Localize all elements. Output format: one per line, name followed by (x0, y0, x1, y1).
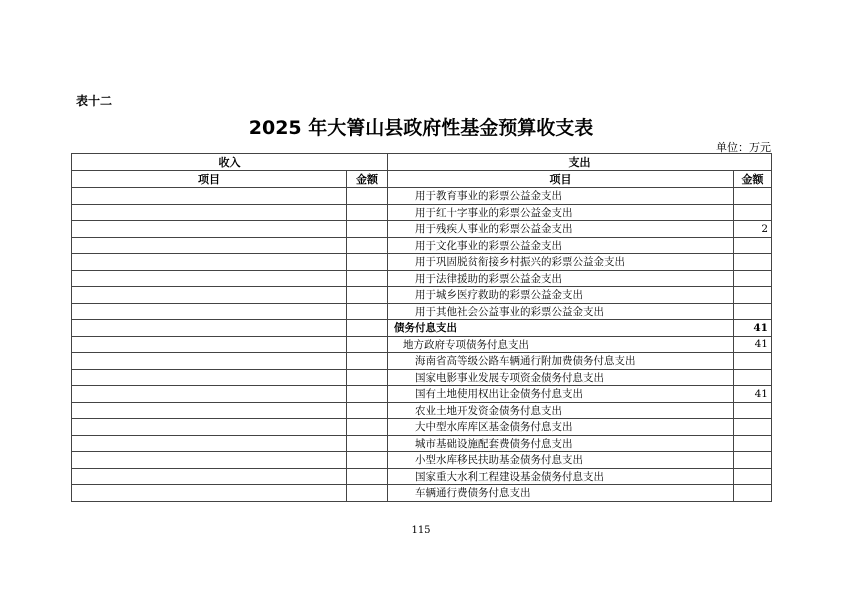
income-item-cell (72, 270, 347, 287)
income-amount-cell (347, 336, 388, 353)
income-amount-cell (347, 303, 388, 320)
income-amount-cell (347, 402, 388, 419)
table-row (72, 353, 772, 370)
expense-amount-cell (734, 188, 772, 205)
table-row (72, 270, 772, 287)
expense-item-cell: 用于其他社会公益事业的彩票公益金支出 (388, 303, 734, 320)
expense-item-cell: 国有土地使用权出让金债务付息支出 (388, 386, 734, 403)
expense-amount-cell (734, 204, 772, 221)
table-row (72, 237, 772, 254)
expense-item-cell: 地方政府专项债务付息支出 (388, 336, 734, 353)
table-label: 表十二 (76, 94, 113, 108)
expense-amount-cell (734, 468, 772, 485)
income-amount-cell (347, 287, 388, 304)
expense-amount-cell: 41 (734, 320, 772, 337)
income-amount-cell (347, 369, 388, 386)
expense-item-cell: 用于法律援助的彩票公益金支出 (388, 270, 734, 287)
table-row (72, 188, 772, 205)
expense-amount-cell (734, 287, 772, 304)
income-item-cell (72, 237, 347, 254)
income-amount-cell (347, 320, 388, 337)
income-header: 收入 (72, 154, 388, 171)
income-item-cell (72, 204, 347, 221)
expense-item-cell: 用于巩固脱贫衔接乡村振兴的彩票公益金支出 (388, 254, 734, 271)
income-item-cell (72, 402, 347, 419)
unit-label: 单位：万元 (716, 141, 771, 154)
income-item-cell (72, 303, 347, 320)
expense-amount-cell (734, 452, 772, 469)
expense-item-cell: 用于教育事业的彩票公益金支出 (388, 188, 734, 205)
income-amount-cell (347, 237, 388, 254)
income-item-cell (72, 353, 347, 370)
income-item-cell (72, 419, 347, 436)
expense-amount-cell (734, 237, 772, 254)
income-item-cell (72, 254, 347, 271)
income-item-cell (72, 468, 347, 485)
expense-amount-cell: 41 (734, 336, 772, 353)
table-row (72, 303, 772, 320)
income-item-cell (72, 336, 347, 353)
expense-item-cell: 债务付息支出 (388, 320, 734, 337)
income-item-cell (72, 386, 347, 403)
expense-item-cell: 小型水库移民扶助基金债务付息支出 (388, 452, 734, 469)
expense-item-cell: 车辆通行费债务付息支出 (388, 485, 734, 502)
expense-amount-cell (734, 254, 772, 271)
expense-item-cell: 用于红十字事业的彩票公益金支出 (388, 204, 734, 221)
income-amount-header: 金额 (347, 171, 388, 188)
table-row (72, 287, 772, 304)
income-item-cell (72, 452, 347, 469)
income-amount-cell (347, 270, 388, 287)
expense-amount-cell (734, 402, 772, 419)
expense-item-cell: 城市基础设施配套费债务付息支出 (388, 435, 734, 452)
table-row (72, 204, 772, 221)
expense-amount-cell (734, 303, 772, 320)
table-row (72, 452, 772, 469)
income-amount-cell (347, 468, 388, 485)
income-amount-cell (347, 435, 388, 452)
income-item-cell (72, 287, 347, 304)
expense-amount-cell: 2 (734, 221, 772, 238)
expense-amount-cell (734, 485, 772, 502)
income-amount-cell (347, 353, 388, 370)
header-row-columns (72, 171, 772, 188)
expense-amount-cell (734, 435, 772, 452)
table-row (72, 435, 772, 452)
expense-item-cell: 用于残疾人事业的彩票公益金支出 (388, 221, 734, 238)
income-amount-cell (347, 452, 388, 469)
income-amount-cell (347, 386, 388, 403)
income-item-cell (72, 320, 347, 337)
income-item-cell (72, 188, 347, 205)
expense-amount-cell (734, 353, 772, 370)
table-row (72, 221, 772, 238)
expense-amount-cell (734, 270, 772, 287)
page-title: 2025 年大箐山县政府性基金预算收支表 (248, 117, 594, 139)
income-amount-cell (347, 221, 388, 238)
expense-item-cell: 农业土地开发资金债务付息支出 (388, 402, 734, 419)
table-row (72, 254, 772, 271)
income-amount-cell (347, 254, 388, 271)
income-item-cell (72, 485, 347, 502)
page-number: 115 (411, 525, 431, 536)
table-row (72, 320, 772, 337)
table-row (72, 369, 772, 386)
expense-item-cell: 国家电影事业发展专项资金债务付息支出 (388, 369, 734, 386)
table-row (72, 386, 772, 403)
header-row-group (72, 154, 772, 171)
expense-header: 支出 (388, 154, 772, 171)
income-item-cell (72, 369, 347, 386)
budget-table (71, 153, 772, 502)
expense-amount-cell (734, 369, 772, 386)
table-row (72, 468, 772, 485)
income-amount-cell (347, 419, 388, 436)
expense-item-cell: 用于城乡医疗救助的彩票公益金支出 (388, 287, 734, 304)
expense-amount-cell: 41 (734, 386, 772, 403)
table-body (72, 188, 772, 502)
expense-item-header: 项目 (388, 171, 734, 188)
expense-item-cell: 大中型水库库区基金债务付息支出 (388, 419, 734, 436)
income-amount-cell (347, 485, 388, 502)
table-row (72, 402, 772, 419)
expense-item-cell: 海南省高等级公路车辆通行附加费债务付息支出 (388, 353, 734, 370)
income-amount-cell (347, 204, 388, 221)
table-row (72, 485, 772, 502)
expense-item-cell: 用于文化事业的彩票公益金支出 (388, 237, 734, 254)
expense-item-cell: 国家重大水利工程建设基金债务付息支出 (388, 468, 734, 485)
income-item-header: 项目 (72, 171, 347, 188)
table-row (72, 419, 772, 436)
expense-amount-cell (734, 419, 772, 436)
income-amount-cell (347, 188, 388, 205)
income-item-cell (72, 221, 347, 238)
income-item-cell (72, 435, 347, 452)
expense-amount-header: 金额 (734, 171, 772, 188)
table-row (72, 336, 772, 353)
